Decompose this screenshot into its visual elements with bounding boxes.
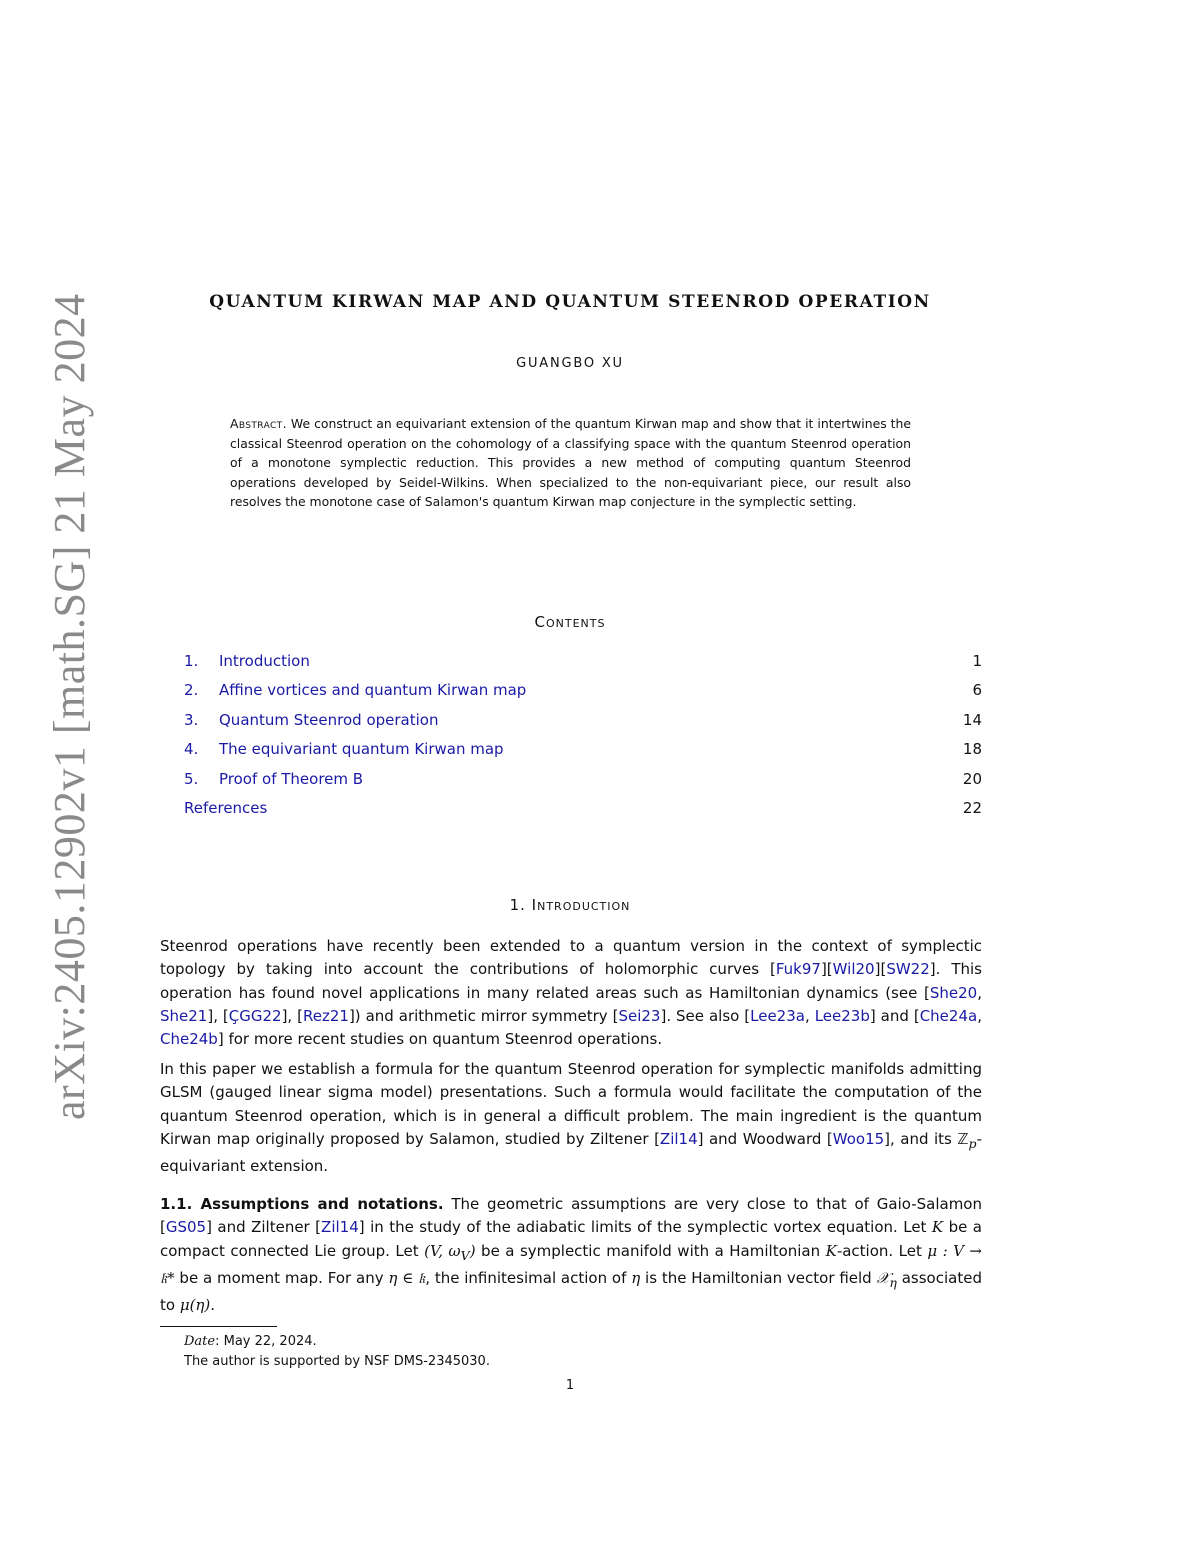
text-run: ]. This operation has found novel applications in many related areas such as Hamiltonian dynamics (see [ [160,960,982,1002]
citation-link[interactable]: Rez21 [303,1006,349,1025]
math-symbol: (V, ω [424,1241,461,1260]
citation-link[interactable]: She21 [160,1006,208,1025]
abstract [230,414,911,512]
text-run: ]) and arithmetic mirror symmetry [ [348,1006,619,1025]
citation-link[interactable]: Lee23a [750,1006,805,1025]
text-run: ], and its ℤ [884,1129,969,1148]
text-run: ] and [ [869,1006,920,1025]
text-run: -action. Let [836,1241,928,1260]
text-run: be a compact connected Lie group. Let [160,1218,982,1260]
toc-item[interactable] [184,681,982,710]
text-run: ], [ [281,1006,303,1025]
text-run: ]. See also [ [660,1006,751,1025]
paper-title: QUANTUM KIRWAN MAP AND QUANTUM STEENROD OPERATION [209,292,931,312]
toc-item-number: 4. [184,740,199,759]
intro-paragraph-2 [160,1058,982,1178]
section-heading: 1. Introduction [509,896,631,914]
text-run: ][ [820,960,833,979]
toc-item-link[interactable]: Proof of Theorem B [219,769,364,788]
text-run: , [977,983,982,1002]
toc-item-number: 1. [184,652,199,670]
toc-item-number: 5. [184,769,199,788]
citation-link[interactable]: Zil14 [321,1218,359,1237]
citation-link[interactable]: Zil14 [659,1129,698,1148]
toc-item-link[interactable]: Introduction [219,652,310,670]
footnote-divider [160,1326,277,1327]
citation-link[interactable]: Woo15 [832,1129,885,1148]
math-symbol: μ(η) [179,1296,211,1315]
contents-heading: Contents [534,613,606,631]
citation-link[interactable]: Fuk97 [775,960,821,979]
author-name: GUANGBO XU [516,356,624,371]
toc-item-link[interactable]: Quantum Steenrod operation [219,710,439,729]
abstract-label: Abstract. [230,416,287,431]
footnote-date-value: : May 22, 2024. [215,1334,317,1349]
math-symbol: K [931,1218,944,1237]
toc-item-link[interactable]: References [184,798,268,817]
arxiv-identifier-text: arXiv:2405.12902v1 [math.SG] 21 May 2024 [45,293,94,1120]
text-run: be a symplectic manifold with a Hamiltonian [475,1241,826,1260]
toc-item[interactable] [184,770,982,799]
intro-paragraph-1 [160,935,982,1051]
citation-link[interactable]: Wil20 [832,960,875,979]
page-number: 1 [565,1378,575,1393]
math-subscript: V [460,1247,470,1263]
text-run: is the Hamiltonian vector field [640,1268,877,1287]
text-run: ][ [874,960,887,979]
text-run: In this paper we establish a formula for the quantum Steenrod operation for symplectic manifolds admitting GLSM (gauged linear sigma model) presentations. Such a formula would facilitate the computation of the quantum Steenrod operation, which is in general a difficult problem. The main ingredient is the quantum Kirwan map originally proposed by Salamon, studied by Ziltener [ [160,1060,982,1148]
citation-link[interactable]: Che24b [160,1030,218,1049]
math-symbol: 𝒳 [876,1268,890,1287]
text-run: ] in the study of the adiabatic limits of the symplectic vortex equation. Let [358,1218,932,1237]
text-run: -equivariant extension. [160,1129,982,1176]
toc-item[interactable] [184,711,982,740]
math-symbol: η ∈ 𝔨 [388,1268,426,1287]
toc-item[interactable] [184,799,982,828]
text-run: ] for more recent studies on quantum Steenrod operations. [217,1030,663,1049]
text-run: be a moment map. For any [174,1268,389,1287]
text-run: , [977,1006,982,1025]
text-run: ], [ [207,1006,229,1025]
footnote-date [184,1334,317,1349]
text-run: . [210,1296,216,1315]
toc-item-number: 3. [184,710,199,729]
footnote-support: The author is supported by NSF DMS-2345030. [184,1354,490,1369]
text-run: , [804,1006,815,1025]
citation-link[interactable]: SW22 [886,960,930,979]
toc-item-link[interactable]: Affine vortices and quantum Kirwan map [219,681,527,700]
citation-link[interactable]: GS05 [165,1218,207,1237]
text-run: associated to [160,1268,982,1315]
text-run: ] and Ziltener [ [206,1218,322,1237]
toc-item-page: 1 [972,652,982,670]
citation-link[interactable]: Lee23b [814,1006,870,1025]
abstract-text: We construct an equivariant extension of the quantum Kirwan map and show that it intertwines the classical Steenrod operation on the cohomology of a classifying space with the quantum Steenrod operation of a monotone symplectic reduction. This provides a new method of computing quantum Steenrod operations developed by Seidel-Wilkins. When specialized to the non-equivariant piece, our result also resolves the monotone case of Salamon's quantum Kirwan map conjecture in the symplectic setting. [230,416,911,509]
toc-item-link[interactable]: The equivariant quantum Kirwan map [219,740,504,759]
subsection-paragraph [160,1193,982,1317]
toc-item-page: 6 [972,681,982,700]
math-symbol: K [825,1241,837,1260]
subsection-heading: 1.1. Assumptions and notations. [160,1195,444,1213]
text-run: , the infinitesimal action of [425,1268,632,1287]
toc-item[interactable] [184,740,982,769]
table-of-contents [184,652,982,828]
citation-link[interactable]: She20 [929,983,978,1002]
toc-item-page: 14 [962,710,982,729]
toc-item[interactable] [184,652,982,681]
toc-item-page: 22 [962,798,982,817]
math-symbol: η [631,1268,641,1287]
toc-item-number: 2. [184,681,199,700]
text-run: The geometric assumptions are very close to that of Gaio-Salamon [ [160,1195,982,1237]
toc-item-page: 18 [962,740,982,759]
toc-item-page: 20 [962,769,982,788]
citation-link[interactable]: ÇGG22 [228,1006,282,1025]
math-subscript: η [889,1274,897,1290]
math-subscript: p [968,1135,977,1151]
citation-link[interactable]: Che24a [919,1006,978,1025]
footnote-date-label: Date [184,1334,216,1349]
math-symbol: μ : V → 𝔨* [160,1241,983,1287]
text-run: ] and Woodward [ [697,1129,833,1148]
citation-link[interactable]: Sei23 [618,1006,661,1025]
text-run: Steenrod operations have recently been extended to a quantum version in the context of symplectic topology by taking into account the contributions of holomorphic curves [ [160,937,982,979]
math-symbol: ) [469,1241,476,1260]
